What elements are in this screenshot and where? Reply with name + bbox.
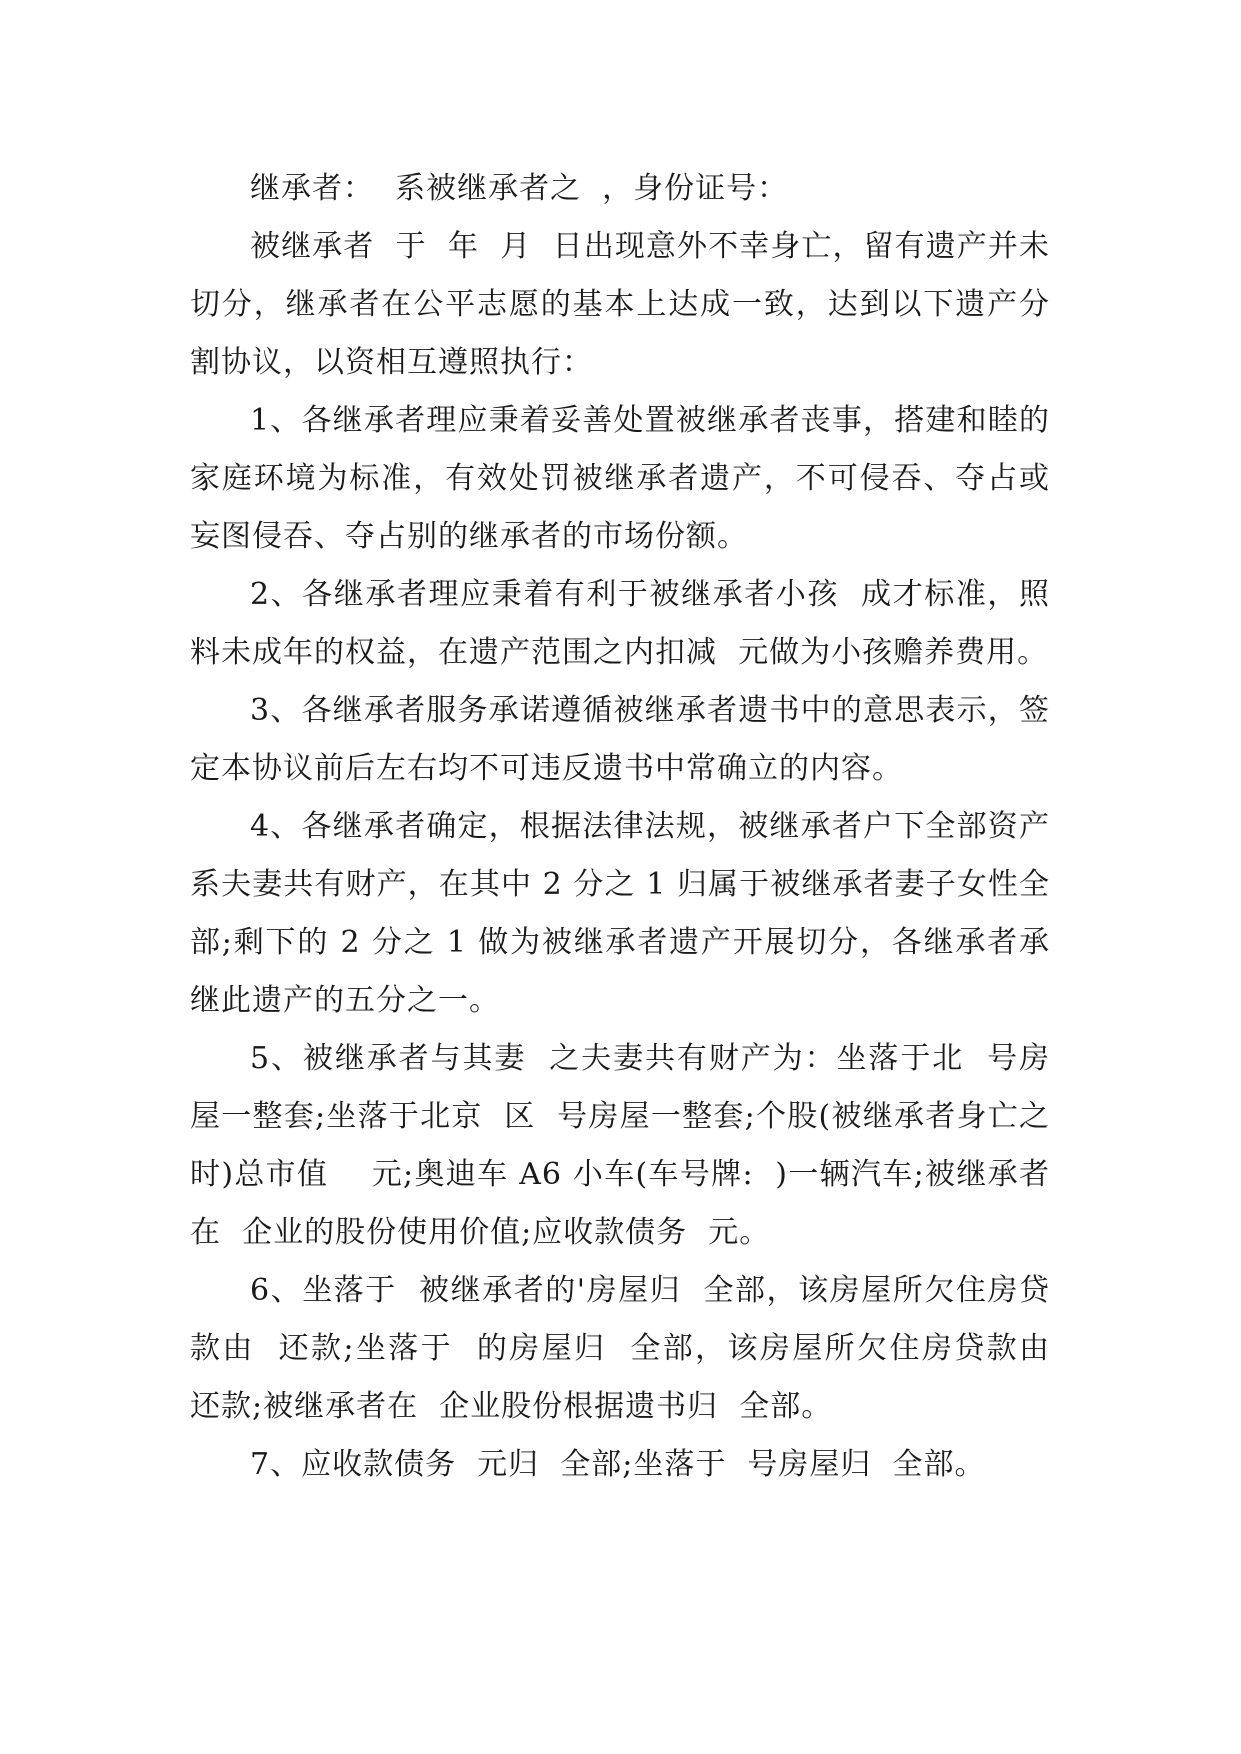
paragraph-clause-3: 3、各继承者服务承诺遵循被继承者遗书中的意思表示，签定本协议前后左右均不可违反遗书中常确立的内容。 <box>190 693 1050 786</box>
paragraph-clause-4: 4、各继承者确定，根据法律法规，被继承者户下全部资产系夫妻共有财产，在其中 2 分之 1 归属于被继承者妻子女性全部;剩下的 2 分之 1 做为被继承者遗产开展切分，各继承者承继此遗产的五分之一。 <box>190 809 1050 1018</box>
paragraph-heirs: 继承者： 系被继承者之 ，身份证号： <box>250 171 789 206</box>
paragraph-preamble: 被继承者 于 年 月 日出现意外不幸身亡，留有遗产并未切分，继承者在公平志愿的基本上达成一致，达到以下遗产分割协议，以资相互遵照执行： <box>190 229 1050 380</box>
paragraph-clause-1: 1、各继承者理应秉着妥善处置被继承者丧事，搭建和睦的家庭环境为标准，有效处罚被继承者遗产，不可侵吞、夺占或妄图侵吞、夺占别的继承者的市场份额。 <box>190 403 1050 554</box>
document-body <box>190 160 1072 1494</box>
paragraph-clause-5: 5、被继承者与其妻 之夫妻共有财产为：坐落于北 号房屋一整套;坐落于北京 区 号房屋一整套;个股(被继承者身亡之时)总市值 元;奥迪车 A6 小车(车号牌: )一辆汽车;被继承者在 企业的股份使用价值;应收款债务 元。 <box>190 1041 1050 1250</box>
paragraph-clause-6: 6、坐落于 被继承者的'房屋归 全部，该房屋所欠住房贷款由 还款;坐落于 的房屋归 全部，该房屋所欠住房贷款由 还款;被继承者在 企业股份根据遗书归 全部。 <box>190 1273 1072 1424</box>
paragraph-clause-7: 7、应收款债务 元归 全部;坐落于 号房屋归 全部。 <box>250 1447 986 1482</box>
paragraph-clause-2: 2、各继承者理应秉着有利于被继承者小孩 成才标准，照料未成年的权益，在遗产范围之内扣减 元做为小孩赡养费用。 <box>190 577 1050 670</box>
